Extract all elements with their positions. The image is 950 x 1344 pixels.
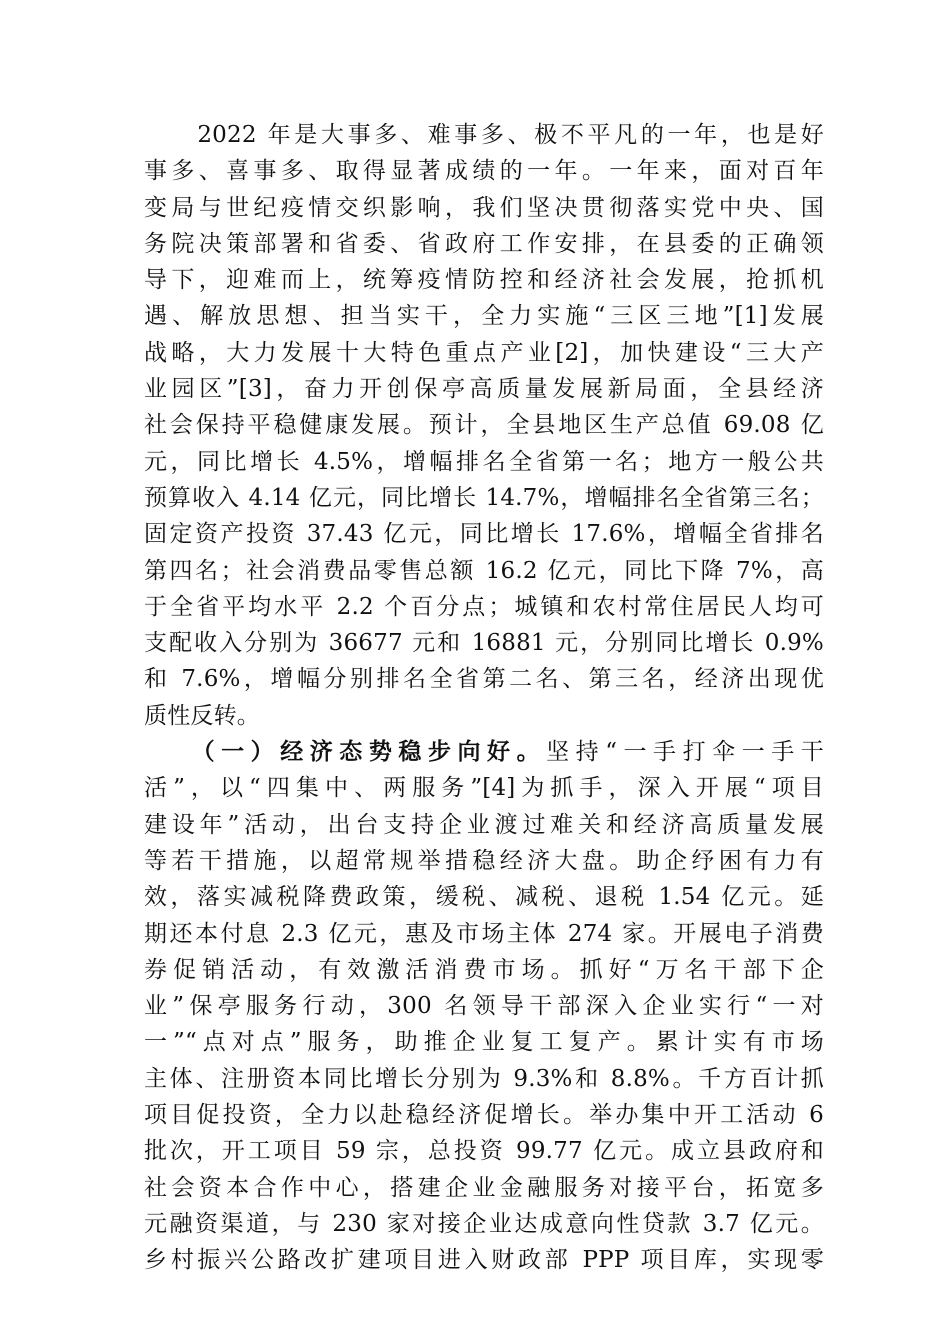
text-line: 于全省平均水平 2.2 个百分点；城镇和农村常住居民人均可: [144, 593, 824, 620]
text-line: 事多、喜事多、取得显著成绩的一年。一年来，面对百年: [144, 158, 824, 185]
text-line: 质性反转。: [144, 702, 260, 729]
text-line: 社会保持平稳健康发展。预计，全县地区生产总值 69.08 亿: [144, 412, 824, 439]
paragraph-overview: [144, 117, 824, 734]
text-line: 社会资本合作中心，搭建企业金融服务对接平台，拓宽多: [144, 1174, 824, 1201]
text-line: 2022 年是大事多、难事多、极不平凡的一年，也是好: [144, 122, 824, 148]
text-line: 遇、解放思想、担当实干，全力实施“三区三地”[1]发展: [144, 303, 824, 330]
text-line: 效，落实减税降费政策，缓税、减税、退税 1.54 亿元。延: [144, 884, 824, 911]
paragraph-economy: [144, 734, 824, 1278]
text-line: 批次，开工项目 59 宗，总投资 99.77 亿元。成立县政府和: [144, 1138, 824, 1165]
text-line: 券促销活动，有效激活消费市场。抓好“万名干部下企: [144, 956, 824, 983]
section-heading: （一）经济态势稳步向好。: [144, 738, 547, 766]
text-line: 元，同比增长 4.5%，增幅排名全省第一名；地方一般公共: [144, 448, 824, 475]
text-line: 务院决策部署和省委、省政府工作安排，在县委的正确领: [144, 230, 824, 257]
text-line: 乡村振兴公路改扩建项目进入财政部 PPP 项目库，实现零: [144, 1247, 824, 1274]
text-line: 项目促投资，全力以赴稳经济促增长。举办集中开工活动 6: [144, 1102, 824, 1129]
text-line: 变局与世纪疫情交织影响，我们坚决贯彻落实党中央、国: [144, 194, 824, 221]
text-line: 一”“点对点”服务，助推企业复工复产。累计实有市场: [144, 1029, 824, 1056]
text-line: 预算收入 4.14 亿元，同比增长 14.7%，增幅排名全省第三名；: [144, 484, 824, 511]
text-line-with-heading: [144, 734, 824, 770]
text-line: 战略，大力发展十大特色重点产业[2]，加快建设“三大产: [144, 339, 824, 366]
body-text: [144, 117, 824, 1279]
text-line: 元融资渠道，与 230 家对接企业达成意向性贷款 3.7 亿元。: [144, 1210, 824, 1237]
text-line: 业”保亭服务行动，300 名领导干部深入企业实行“一对: [144, 993, 824, 1020]
text-line: 导下，迎难而上，统筹疫情防控和经济社会发展，抢抓机: [144, 267, 824, 294]
text-line: 期还本付息 2.3 亿元，惠及市场主体 274 家。开展电子消费: [144, 920, 824, 947]
heading-line-text: 坚持“一手打伞一手干: [546, 739, 824, 766]
text-line: 和 7.6%，增幅分别排名全省第二名、第三名，经济出现优: [144, 666, 824, 693]
text-line: 支配收入分别为 36677 元和 16881 元，分别同比增长 0.9%: [144, 630, 824, 657]
text-line: 主体、注册资本同比增长分别为 9.3%和 8.8%。千方百计抓: [144, 1065, 824, 1092]
text-line: 活”，以“四集中、两服务”[4]为抓手，深入开展“项目: [144, 775, 824, 802]
text-line: 固定资产投资 37.43 亿元，同比增长 17.6%，增幅全省排名: [144, 521, 824, 548]
text-line: 业园区”[3]，奋力开创保亭高质量发展新局面，全县经济: [144, 376, 824, 403]
text-line: 等若干措施，以超常规举措稳经济大盘。助企纾困有力有: [144, 847, 824, 874]
text-line: 第四名；社会消费品零售总额 16.2 亿元，同比下降 7%，高: [144, 557, 824, 584]
text-line: 建设年”活动，出台支持企业渡过难关和经济高质量发展: [144, 811, 824, 838]
